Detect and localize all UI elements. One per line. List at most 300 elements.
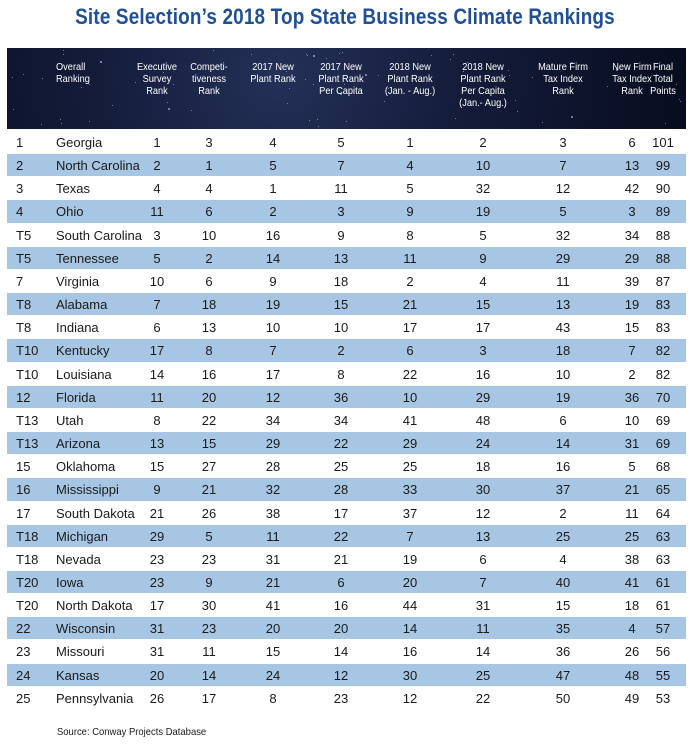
value-cell: 13: [555, 297, 571, 313]
value-cell: 6: [406, 343, 414, 359]
header-star: [112, 105, 113, 106]
value-cell: 69: [655, 436, 671, 452]
state-cell: South Carolina: [56, 227, 142, 243]
value-cell: 5: [406, 181, 414, 197]
value-cell: 82: [655, 366, 671, 382]
table-row: [7, 502, 686, 525]
value-cell: 11: [202, 644, 216, 660]
value-cell: 17: [402, 320, 418, 336]
value-cell: 4: [479, 273, 487, 289]
value-cell: 50: [555, 690, 571, 706]
value-cell: 83: [655, 297, 671, 313]
rank-cell: 7: [16, 273, 24, 289]
value-cell: 25: [475, 667, 491, 683]
header-star: [450, 59, 451, 60]
state-cell: Michigan: [56, 528, 109, 544]
state-cell: Oklahoma: [56, 459, 116, 475]
value-cell: 15: [333, 297, 349, 313]
value-cell: 17: [265, 366, 281, 382]
table-row: [7, 409, 686, 432]
value-cell: 14: [201, 667, 217, 683]
rank-cell: T20: [16, 598, 39, 614]
value-cell: 9: [205, 574, 213, 590]
table-row: [7, 594, 686, 617]
value-cell: 5: [559, 204, 567, 220]
header-star: [313, 55, 315, 57]
value-cell: 29: [402, 436, 418, 452]
value-cell: 38: [265, 505, 281, 521]
value-cell: 7: [269, 343, 277, 359]
table-row: [7, 200, 686, 223]
table-row: [7, 247, 686, 270]
value-cell: 99: [655, 158, 671, 174]
value-cell: 11: [334, 181, 348, 197]
value-cell: 4: [153, 181, 161, 197]
value-cell: 15: [555, 598, 571, 614]
value-cell: 13: [333, 250, 349, 266]
rank-cell: 16: [16, 482, 31, 498]
header-star: [306, 54, 307, 55]
rank-cell: 17: [16, 505, 31, 521]
value-cell: 83: [655, 320, 671, 336]
value-cell: 23: [149, 574, 165, 590]
value-cell: 70: [655, 389, 671, 405]
value-cell: 23: [149, 551, 165, 567]
rank-cell: T20: [16, 574, 39, 590]
header-star: [63, 54, 64, 55]
value-cell: 11: [150, 389, 164, 405]
value-cell: 16: [402, 644, 418, 660]
value-cell: 9: [337, 227, 345, 243]
value-cell: 90: [655, 181, 671, 197]
value-cell: 63: [655, 528, 671, 544]
value-cell: 82: [655, 343, 671, 359]
rank-cell: T5: [16, 250, 32, 266]
value-cell: 17: [201, 690, 217, 706]
value-cell: 7: [628, 343, 636, 359]
value-cell: 68: [655, 459, 671, 475]
state-cell: Arizona: [56, 436, 101, 452]
value-cell: 29: [475, 389, 491, 405]
value-cell: 48: [475, 412, 491, 428]
value-cell: 6: [205, 273, 213, 289]
header-star: [42, 78, 43, 79]
header-star: [679, 99, 680, 100]
value-cell: 29: [265, 436, 281, 452]
value-cell: 1: [153, 135, 161, 150]
header-star: [167, 102, 168, 103]
value-cell: 14: [265, 250, 281, 266]
value-cell: 36: [624, 389, 640, 405]
value-cell: 2: [337, 343, 345, 359]
value-cell: 16: [475, 366, 491, 382]
value-cell: 8: [337, 366, 345, 382]
value-cell: 36: [333, 389, 349, 405]
value-cell: 47: [555, 667, 571, 683]
value-cell: 11: [476, 621, 490, 637]
rank-cell: 24: [16, 667, 31, 683]
value-cell: 17: [333, 505, 349, 521]
value-cell: 63: [655, 551, 671, 567]
table-row: [7, 432, 686, 455]
state-cell: Indiana: [56, 320, 99, 336]
source-note: Source: Conway Projects Database: [57, 726, 207, 738]
value-cell: 21: [333, 551, 349, 567]
column-header: 2018 New Plant Rank (Jan. - Aug.): [384, 61, 436, 97]
rank-cell: 15: [16, 459, 31, 475]
value-cell: 19: [624, 297, 640, 313]
value-cell: 69: [655, 412, 671, 428]
state-cell: Ohio: [56, 204, 84, 220]
value-cell: 6: [153, 320, 161, 336]
value-cell: 12: [333, 667, 349, 683]
value-cell: 16: [201, 366, 217, 382]
value-cell: 5: [628, 459, 636, 475]
value-cell: 19: [402, 551, 418, 567]
column-header: Mature Firm Tax Index Rank: [538, 61, 588, 97]
rank-cell: T8: [16, 297, 32, 313]
value-cell: 11: [150, 204, 164, 220]
value-cell: 18: [475, 459, 491, 475]
value-cell: 20: [402, 574, 418, 590]
value-cell: 13: [475, 528, 491, 544]
value-cell: 2: [269, 204, 277, 220]
value-cell: 1: [406, 135, 414, 150]
value-cell: 37: [555, 482, 571, 498]
table-body: [7, 131, 686, 710]
table-row: [7, 177, 686, 200]
value-cell: 9: [153, 482, 161, 498]
column-header: 2017 New Plant Rank Per Capita: [318, 61, 364, 97]
value-cell: 22: [333, 436, 349, 452]
header-star: [326, 58, 327, 59]
state-cell: Kentucky: [56, 343, 110, 359]
value-cell: 26: [201, 505, 217, 521]
table-row: [7, 339, 686, 362]
value-cell: 11: [556, 273, 570, 289]
value-cell: 5: [479, 227, 487, 243]
state-cell: Tennessee: [56, 250, 119, 266]
table-row: [7, 571, 686, 594]
value-cell: 88: [655, 250, 671, 266]
value-cell: 53: [655, 690, 671, 706]
header-star: [318, 126, 319, 127]
state-cell: Kansas: [56, 667, 100, 683]
value-cell: 21: [624, 482, 640, 498]
value-cell: 15: [624, 320, 640, 336]
table-row: [7, 224, 686, 247]
value-cell: 3: [205, 135, 213, 150]
value-cell: 7: [559, 158, 567, 174]
value-cell: 10: [402, 389, 418, 405]
value-cell: 23: [333, 690, 349, 706]
value-cell: 15: [201, 436, 217, 452]
value-cell: 64: [655, 505, 671, 521]
value-cell: 55: [655, 667, 671, 683]
header-star: [251, 54, 252, 55]
state-cell: Georgia: [56, 135, 103, 150]
header-star: [81, 87, 82, 88]
value-cell: 5: [337, 135, 345, 150]
state-cell: Iowa: [56, 574, 84, 590]
value-cell: 26: [624, 644, 640, 660]
header-star: [542, 122, 543, 123]
value-cell: 18: [201, 297, 217, 313]
header-star: [453, 54, 454, 55]
state-cell: Utah: [56, 412, 84, 428]
header-star: [13, 109, 14, 110]
value-cell: 39: [624, 273, 640, 289]
value-cell: 13: [149, 436, 165, 452]
value-cell: 10: [555, 366, 571, 382]
value-cell: 10: [624, 412, 640, 428]
table-row: [7, 687, 686, 710]
value-cell: 2: [628, 366, 636, 382]
value-cell: 19: [555, 389, 571, 405]
value-cell: 14: [333, 644, 349, 660]
rank-cell: 3: [16, 181, 24, 197]
value-cell: 17: [475, 320, 491, 336]
column-header: Overall Ranking: [56, 61, 90, 85]
header-star: [289, 88, 290, 89]
header-star: [346, 121, 347, 122]
chart-title: Site Selection’s 2018 Top State Business Climate Rankings: [75, 4, 615, 29]
value-cell: 33: [402, 482, 418, 498]
value-cell: 31: [624, 436, 640, 452]
value-cell: 23: [201, 551, 217, 567]
table-row: [7, 293, 686, 316]
header-star: [63, 50, 64, 51]
state-cell: North Dakota: [56, 598, 133, 614]
value-cell: 17: [149, 598, 165, 614]
column-header: New Firm Tax Index Rank: [612, 61, 652, 97]
state-cell: Virginia: [56, 273, 100, 289]
rank-cell: 2: [16, 158, 24, 174]
rank-cell: 4: [16, 204, 24, 220]
value-cell: 11: [266, 528, 280, 544]
value-cell: 10: [265, 320, 281, 336]
value-cell: 20: [333, 621, 349, 637]
column-header: 2017 New Plant Rank: [250, 61, 296, 85]
table-row: [7, 386, 686, 409]
value-cell: 30: [475, 482, 491, 498]
value-cell: 4: [628, 621, 636, 637]
state-cell: Wisconsin: [56, 621, 116, 637]
value-cell: 9: [406, 204, 414, 220]
state-cell: Mississippi: [56, 482, 119, 498]
value-cell: 42: [624, 181, 640, 197]
value-cell: 6: [337, 574, 345, 590]
value-cell: 5: [269, 158, 277, 174]
value-cell: 7: [479, 574, 487, 590]
rank-cell: T18: [16, 551, 39, 567]
value-cell: 88: [655, 227, 671, 243]
header-star: [213, 50, 214, 51]
value-cell: 48: [624, 667, 640, 683]
value-cell: 21: [402, 297, 418, 313]
value-cell: 7: [406, 528, 414, 544]
header-star: [23, 74, 24, 75]
value-cell: 8: [406, 227, 414, 243]
header-star: [287, 103, 288, 104]
header-star: [309, 120, 310, 121]
value-cell: 10: [201, 227, 217, 243]
header-star: [305, 79, 306, 80]
value-cell: 21: [265, 574, 281, 590]
header-star: [307, 55, 308, 56]
value-cell: 4: [205, 181, 213, 197]
value-cell: 13: [201, 320, 217, 336]
value-cell: 32: [475, 181, 491, 197]
value-cell: 32: [555, 227, 571, 243]
value-cell: 6: [479, 551, 487, 567]
value-cell: 29: [555, 250, 571, 266]
value-cell: 25: [555, 528, 571, 544]
value-cell: 15: [475, 297, 491, 313]
value-cell: 3: [559, 135, 567, 150]
header-star: [12, 77, 13, 78]
value-cell: 16: [333, 598, 349, 614]
header-star: [317, 119, 318, 120]
value-cell: 36: [555, 644, 571, 660]
header-star: [571, 116, 573, 118]
value-cell: 18: [333, 273, 349, 289]
value-cell: 4: [269, 135, 277, 150]
value-cell: 49: [624, 690, 640, 706]
table-row: [7, 548, 686, 571]
value-cell: 11: [625, 505, 639, 521]
value-cell: 31: [149, 644, 165, 660]
value-cell: 31: [475, 598, 491, 614]
value-cell: 1: [205, 158, 213, 174]
value-cell: 32: [265, 482, 281, 498]
value-cell: 14: [475, 644, 491, 660]
value-cell: 5: [205, 528, 213, 544]
header-star: [680, 101, 681, 102]
header-star: [339, 53, 340, 54]
value-cell: 10: [475, 158, 491, 174]
value-cell: 10: [333, 320, 349, 336]
value-cell: 12: [555, 181, 571, 197]
header-star: [384, 101, 385, 102]
value-cell: 4: [406, 158, 414, 174]
rank-cell: T5: [16, 227, 32, 243]
rank-cell: 1: [16, 135, 24, 150]
rank-cell: T10: [16, 366, 39, 382]
rank-cell: 12: [16, 389, 31, 405]
rank-cell: T13: [16, 436, 39, 452]
column-header: Final Total Points: [650, 61, 676, 97]
value-cell: 5: [153, 250, 161, 266]
table-row: [7, 316, 686, 339]
table-row: [7, 270, 686, 293]
value-cell: 2: [479, 135, 487, 150]
value-cell: 28: [265, 459, 281, 475]
value-cell: 3: [153, 227, 161, 243]
value-cell: 18: [624, 598, 640, 614]
value-cell: 14: [149, 366, 165, 382]
value-cell: 2: [559, 505, 567, 521]
value-cell: 2: [153, 158, 161, 174]
value-cell: 24: [475, 436, 491, 452]
state-cell: Missouri: [56, 644, 105, 660]
value-cell: 3: [479, 343, 487, 359]
value-cell: 3: [337, 204, 345, 220]
value-cell: 19: [265, 297, 281, 313]
value-cell: 57: [655, 621, 671, 637]
value-cell: 20: [149, 667, 165, 683]
value-cell: 41: [265, 598, 281, 614]
value-cell: 3: [628, 204, 636, 220]
column-header: Executive Survey Rank: [136, 61, 178, 97]
header-star: [168, 108, 170, 110]
state-cell: Alabama: [56, 297, 108, 313]
value-cell: 6: [559, 412, 567, 428]
value-cell: 25: [402, 459, 418, 475]
header-star: [89, 121, 90, 122]
rank-cell: 22: [16, 621, 31, 637]
value-cell: 43: [555, 320, 571, 336]
header-star: [61, 123, 62, 124]
value-cell: 9: [269, 273, 277, 289]
header-star: [41, 124, 42, 125]
table-header: [7, 48, 686, 129]
rank-cell: T10: [16, 343, 39, 359]
value-cell: 89: [655, 204, 671, 220]
value-cell: 2: [406, 273, 414, 289]
column-header: Competi- tiveness Rank: [190, 61, 228, 97]
table-row: [7, 478, 686, 501]
value-cell: 11: [403, 250, 417, 266]
table-row: [7, 131, 686, 154]
value-cell: 16: [265, 227, 281, 243]
value-cell: 7: [337, 158, 345, 174]
value-cell: 17: [149, 343, 165, 359]
value-cell: 56: [655, 644, 671, 660]
rank-cell: T13: [16, 412, 39, 428]
state-cell: South Dakota: [56, 505, 135, 521]
value-cell: 44: [402, 598, 418, 614]
header-star: [431, 55, 432, 56]
value-cell: 14: [555, 436, 571, 452]
value-cell: 22: [402, 366, 418, 382]
table-row: [7, 363, 686, 386]
table-row: [7, 525, 686, 548]
value-cell: 20: [265, 621, 281, 637]
value-cell: 15: [149, 459, 165, 475]
table-row: [7, 455, 686, 478]
value-cell: 31: [265, 551, 281, 567]
value-cell: 25: [624, 528, 640, 544]
value-cell: 29: [624, 250, 640, 266]
value-cell: 23: [201, 621, 217, 637]
state-cell: North Carolina: [56, 158, 140, 174]
value-cell: 37: [402, 505, 418, 521]
value-cell: 12: [265, 389, 281, 405]
value-cell: 24: [265, 667, 281, 683]
value-cell: 27: [201, 459, 217, 475]
value-cell: 7: [153, 297, 161, 313]
state-cell: Florida: [56, 389, 96, 405]
rank-cell: T8: [16, 320, 32, 336]
value-cell: 6: [205, 204, 213, 220]
value-cell: 18: [555, 343, 571, 359]
value-cell: 61: [655, 574, 671, 590]
state-cell: Pennsylvania: [56, 690, 134, 706]
value-cell: 8: [269, 690, 277, 706]
table-row: [7, 640, 686, 663]
value-cell: 34: [624, 227, 640, 243]
